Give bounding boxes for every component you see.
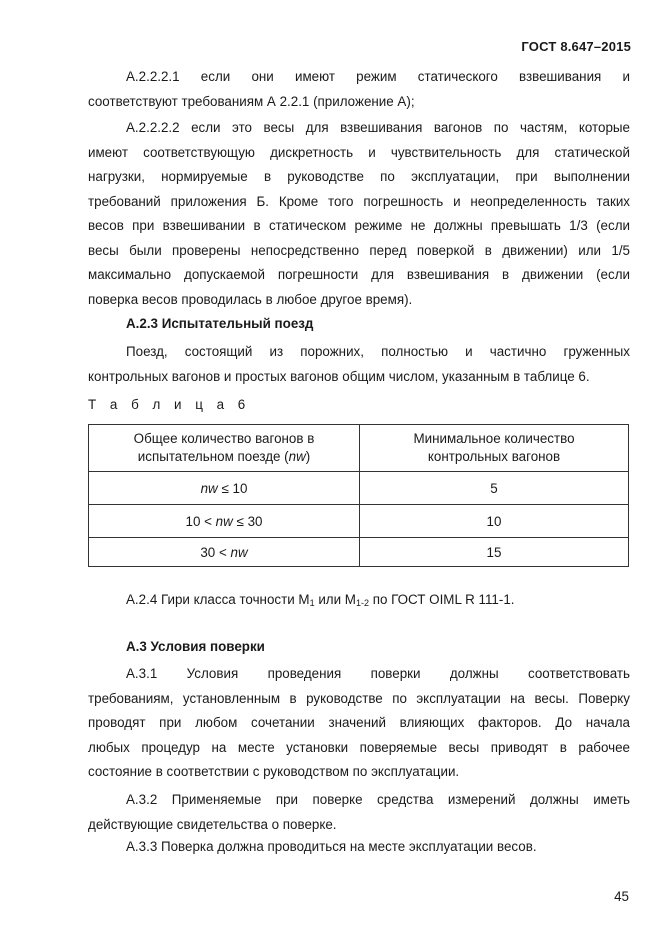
table-cell: 10 xyxy=(360,505,629,538)
page-number: 45 xyxy=(614,889,629,904)
text-segment: А.2.4 Гири класса точности М xyxy=(126,592,310,607)
table-header-cell xyxy=(89,425,360,472)
paragraph-a31 xyxy=(88,662,630,785)
table-row xyxy=(89,505,629,538)
text-segment: или М xyxy=(314,592,356,607)
text-line: нагрузки, нормируемые в руководстве по эксплуатации, при выполнении xyxy=(88,169,630,184)
text-line: состояние в соответствии с руководством по эксплуатации. xyxy=(88,764,460,779)
text-line: весы были проверены непосредственно перед поверкой в движении) или 1/5 xyxy=(88,242,630,258)
paragraph-a33: А.3.3 Поверка должна проводиться на месте эксплуатации весов. xyxy=(126,839,537,854)
section-heading-a3: А.3 Условия поверки xyxy=(126,639,265,654)
header-text: ) xyxy=(305,449,311,464)
cell-text: 30 < xyxy=(200,544,231,560)
table-cell xyxy=(89,505,360,538)
table-cell xyxy=(89,538,360,567)
standard-header: ГОСТ 8.647–2015 xyxy=(521,39,631,54)
text-line: соответствуют требованиям А 2.2.1 (приложение А); xyxy=(88,93,415,109)
text-line: поверка весов проводилась в любое другое время). xyxy=(88,291,413,307)
text-line: контрольных вагонов и простых вагонов общим числом, указанным в таблице 6. xyxy=(88,368,590,384)
text-line: максимально допускаемой погрешности для взвешивания в движении (если xyxy=(88,267,630,282)
variable-nw: nw xyxy=(215,513,233,529)
header-text: контрольных вагонов xyxy=(427,449,561,464)
text-line: действующие свидетельства о поверке. xyxy=(88,816,337,832)
table-6 xyxy=(88,424,629,567)
text-line: А.3.1 Условия проведения поверки должны соответствовать xyxy=(126,666,630,681)
text-segment: по ГОСТ OIML R 111-1. xyxy=(368,592,515,607)
text-line: весов при взвешивании в статическом режиме не должны превышать 1/3 (если xyxy=(88,218,630,233)
variable-nw: nw xyxy=(230,544,248,560)
header-text: Общее количество вагонов в xyxy=(133,431,315,446)
text-line: Поезд, состоящий из порожних, полностью и частично груженных xyxy=(126,344,630,359)
text-line: требованиям, установленным в руководстве по эксплуатации на весы. Поверку xyxy=(88,690,630,706)
text-line: проводят при любом сочетании значений влияющих факторов. До начала xyxy=(88,715,630,730)
paragraph-a22222 xyxy=(88,116,630,312)
text-line: А.2.2.2.2 если это весы для взвешивания вагонов по частям, которые xyxy=(126,120,630,135)
variable-nw: nw xyxy=(200,480,218,496)
table-header-cell xyxy=(360,425,629,472)
table-header-row xyxy=(89,425,629,472)
table-caption: Т а б л и ц а 6 xyxy=(88,397,251,412)
paragraph-a22221 xyxy=(88,65,630,114)
section-heading-a23: А.2.3 Испытательный поезд xyxy=(126,316,314,331)
cell-text: 10 < xyxy=(185,513,216,529)
subscript: 1-2 xyxy=(355,598,369,608)
text-line: требований приложения Б. Кроме того погрешность и неопределенность таких xyxy=(88,193,630,209)
paragraph-a32 xyxy=(88,788,630,837)
table-cell: 5 xyxy=(360,472,629,505)
header-text: Минимальное количество xyxy=(413,431,575,446)
text-line: имеют соответствующую дискретность и чувствительность для статической xyxy=(88,144,630,160)
paragraph-a23 xyxy=(88,340,630,389)
text-line: любых процедур на месте установки поверяемые весы приводят в рабочее xyxy=(88,739,630,755)
variable-nw: nw xyxy=(288,449,306,464)
text-line: А.2.2.2.1 если они имеют режим статического взвешивания и xyxy=(126,69,630,84)
table-cell xyxy=(89,472,360,505)
table-row xyxy=(89,538,629,567)
cell-text: ≤ 30 xyxy=(232,513,263,529)
text-line: А.3.2 Применяемые при поверке средства измерений должны иметь xyxy=(126,792,630,807)
table-cell: 15 xyxy=(360,538,629,567)
subscript: 1 xyxy=(309,598,315,608)
paragraph-a24 xyxy=(126,592,515,608)
table-row xyxy=(89,472,629,505)
cell-text: ≤ 10 xyxy=(217,480,248,496)
header-text: испытательном поезде ( xyxy=(137,449,289,464)
